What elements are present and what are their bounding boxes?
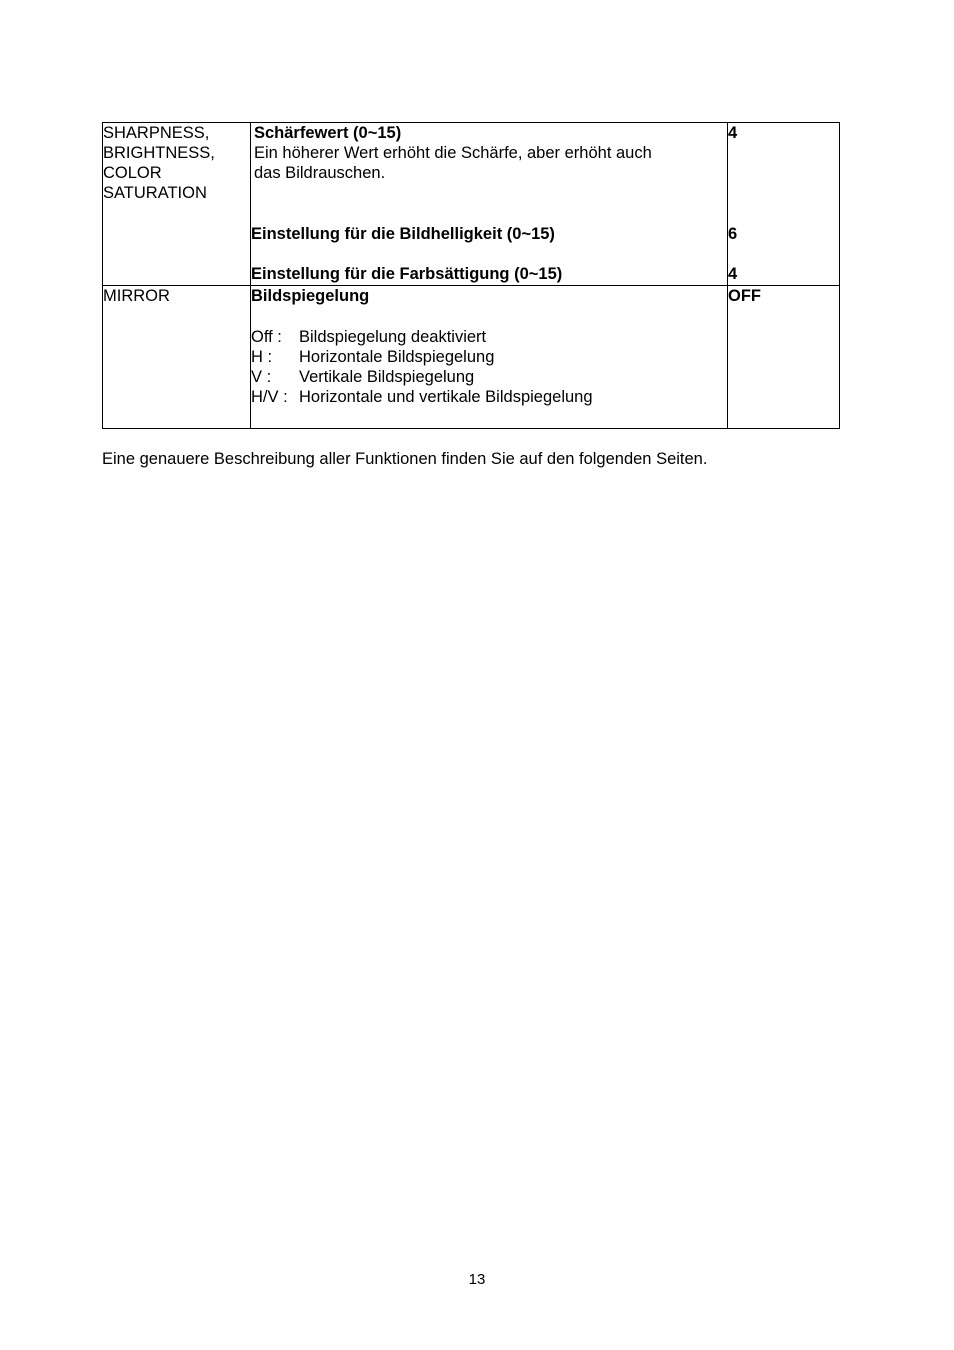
mirror-option-key: V : bbox=[251, 368, 272, 386]
brightness-title: Einstellung für die Bildhelligkeit (0~15) bbox=[251, 225, 555, 243]
page-number: 13 bbox=[468, 1271, 486, 1288]
brightness-default: 6 bbox=[728, 225, 738, 243]
setting-name-line: SATURATION bbox=[103, 184, 207, 202]
mirror-option bbox=[251, 347, 727, 367]
sharpness-default: 4 bbox=[728, 124, 738, 142]
mirror-option-value: Horizontale Bildspiegelung bbox=[299, 348, 495, 366]
mirror-option-key: Off : bbox=[251, 328, 282, 346]
setting-name-cell bbox=[103, 286, 251, 429]
mirror-option bbox=[251, 367, 727, 387]
mirror-option bbox=[251, 327, 727, 347]
mirror-option-value: Vertikale Bildspiegelung bbox=[299, 368, 475, 386]
setting-default-cell bbox=[728, 123, 840, 286]
sharpness-title: Schärfewert (0~15) bbox=[254, 124, 402, 142]
mirror-option-value: Horizontale und vertikale Bildspiegelung bbox=[299, 388, 593, 406]
mirror-option-key: H : bbox=[251, 348, 273, 366]
setting-description-cell bbox=[251, 123, 728, 286]
mirror-name: MIRROR bbox=[103, 287, 170, 305]
setting-name-line: COLOR bbox=[103, 164, 162, 182]
table-row bbox=[103, 286, 840, 429]
setting-default-cell bbox=[728, 286, 840, 429]
settings-table bbox=[102, 122, 840, 429]
setting-description-cell bbox=[251, 286, 728, 429]
mirror-title: Bildspiegelung bbox=[251, 287, 370, 305]
setting-name-line: SHARPNESS, bbox=[103, 124, 210, 142]
table-row bbox=[103, 123, 840, 286]
setting-name-line: BRIGHTNESS, bbox=[103, 144, 215, 162]
mirror-default: OFF bbox=[728, 287, 761, 305]
mirror-option bbox=[251, 387, 727, 407]
saturation-title: Einstellung für die Farbsättigung (0~15) bbox=[251, 265, 563, 283]
saturation-default: 4 bbox=[728, 265, 738, 283]
sharpness-description-line: das Bildrauschen. bbox=[254, 164, 386, 182]
footnote: Eine genauere Beschreibung aller Funktionen finden Sie auf den folgenden Seiten. bbox=[102, 450, 708, 468]
setting-name-cell bbox=[103, 123, 251, 286]
sharpness-description-line: Ein höherer Wert erhöht die Schärfe, aber erhöht auch bbox=[254, 144, 652, 162]
mirror-option-value: Bildspiegelung deaktiviert bbox=[299, 328, 487, 346]
mirror-option-key: H/V : bbox=[251, 388, 288, 406]
